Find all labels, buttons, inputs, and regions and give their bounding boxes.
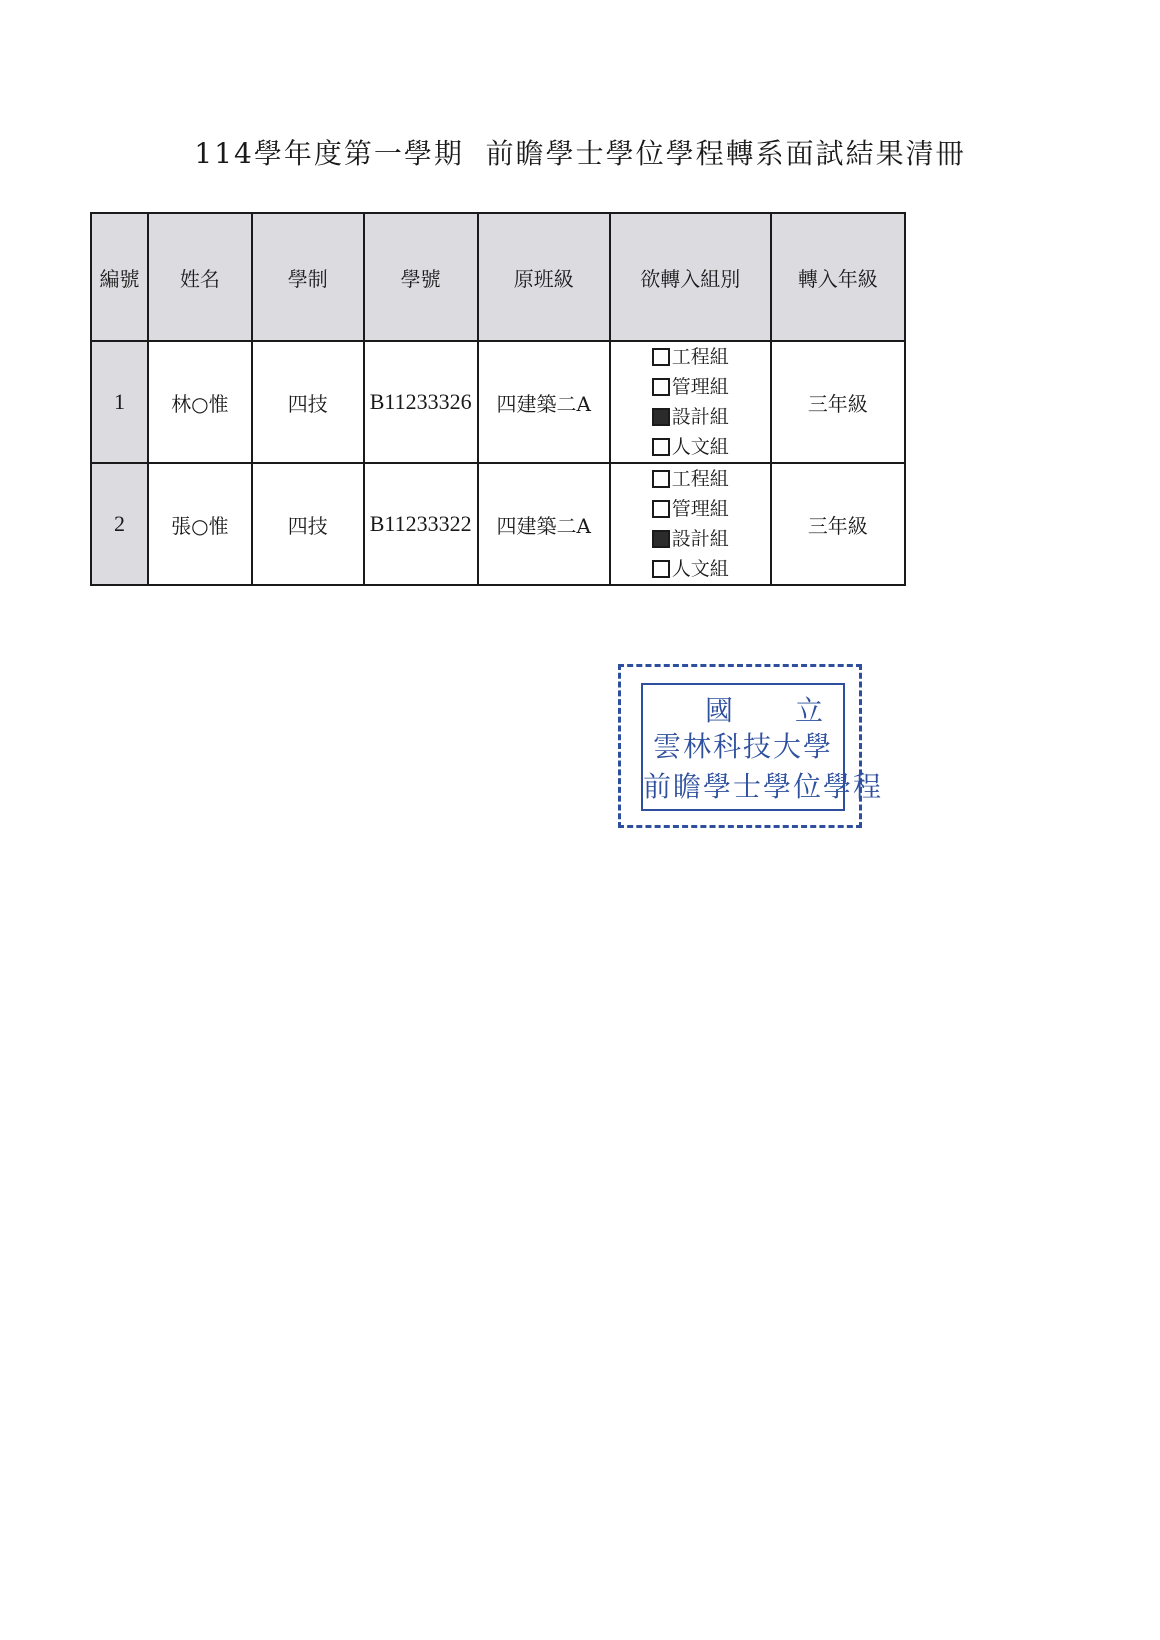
- group-options: [610, 463, 771, 585]
- group-option-label: 工程組: [671, 346, 729, 368]
- seal-line-3: 前瞻學士學位學程: [643, 770, 884, 803]
- official-seal: [618, 664, 886, 828]
- header-target-group: 欲轉入組別: [610, 213, 771, 341]
- header-student-id: 學號: [364, 213, 478, 341]
- group-option-label: 工程組: [671, 468, 729, 490]
- group-option: [652, 342, 729, 372]
- group-option: [652, 372, 729, 402]
- student-class: 四建築二A: [478, 341, 610, 463]
- checkbox-icon: [652, 408, 670, 426]
- table-row: [91, 341, 905, 463]
- student-id: B11233326: [364, 341, 478, 463]
- group-options: [610, 341, 771, 463]
- group-option: [652, 432, 729, 462]
- header-name: 姓名: [148, 213, 252, 341]
- row-number: 2: [91, 463, 148, 585]
- student-system: 四技: [252, 463, 364, 585]
- group-option: [652, 464, 729, 494]
- interview-results-table: [90, 212, 906, 586]
- group-option-label: 人文組: [671, 436, 729, 458]
- group-option-label: 管理組: [671, 376, 729, 398]
- student-name: 張○惟: [148, 463, 252, 585]
- checkbox-icon: [652, 348, 670, 366]
- header-number: 編號: [91, 213, 148, 341]
- target-grade: 三年級: [771, 463, 905, 585]
- checkbox-icon: [652, 378, 670, 396]
- target-grade: 三年級: [771, 341, 905, 463]
- checkbox-icon: [652, 470, 670, 488]
- group-option-label: 設計組: [671, 406, 729, 428]
- document-title: 114學年度第一學期 前瞻學士學位學程轉系面試結果清冊: [194, 137, 966, 170]
- seal-line-2: 雲林科技大學: [652, 730, 833, 763]
- student-system: 四技: [252, 341, 364, 463]
- group-option: [652, 494, 729, 524]
- table-header-row: [91, 213, 905, 341]
- seal-line-1: 國立: [705, 694, 886, 727]
- table-row: [91, 463, 905, 585]
- header-system: 學制: [252, 213, 364, 341]
- checkbox-icon: [652, 560, 670, 578]
- group-option: [652, 554, 729, 584]
- group-option-label: 人文組: [671, 558, 729, 580]
- checkbox-icon: [652, 438, 670, 456]
- group-option-label: 管理組: [671, 498, 729, 520]
- header-original-class: 原班級: [478, 213, 610, 341]
- row-number: 1: [91, 341, 148, 463]
- group-option: [652, 524, 729, 554]
- header-target-grade: 轉入年級: [771, 213, 905, 341]
- official-seal-frame: [641, 683, 886, 811]
- student-id: B11233322: [364, 463, 478, 585]
- student-class: 四建築二A: [478, 463, 610, 585]
- checkbox-icon: [652, 530, 670, 548]
- student-name: 林○惟: [148, 341, 252, 463]
- checkbox-icon: [652, 500, 670, 518]
- group-option-label: 設計組: [671, 528, 729, 550]
- group-option: [652, 402, 729, 432]
